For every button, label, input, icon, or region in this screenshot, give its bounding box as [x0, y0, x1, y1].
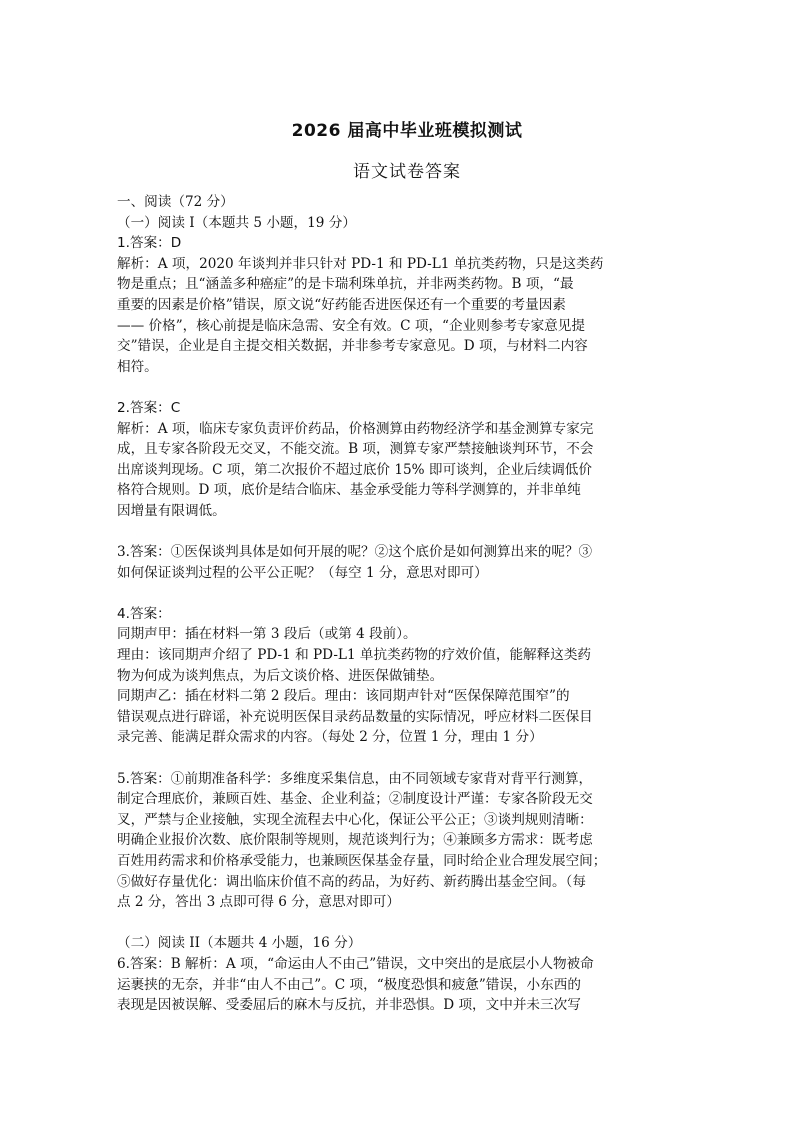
q4-line: 错误观点进行辟谣，补充说明医保目录药品数量的实际情况，呼应材料二医保目 — [117, 708, 593, 725]
q2-line: 解析：A 项，临床专家负责评价药品，价格测算由药物经济学和基金测算专家完 — [117, 420, 594, 437]
q5-line: 百姓用药需求和价格承受能力，也兼顾医保基金存量，同时给企业合理发展空间； — [117, 853, 607, 869]
q5-line: 制定合理底价，兼顾百姓、基金、企业利益；②制度设计严谨：专家各阶段无交 — [117, 791, 593, 808]
question-5 — [117, 769, 697, 913]
spacer — [117, 583, 697, 604]
q4-line: 理由：该同期声介绍了 PD-1 和 PD-L1 单抗类药物的疗效价值，能解释这类药 — [117, 647, 592, 664]
spacer — [117, 913, 697, 934]
answer-document — [117, 116, 697, 1016]
question-1 — [117, 233, 697, 377]
q5-line: 点 2 分，答出 3 点即可得 6 分，意思对即可） — [117, 894, 400, 911]
q2-line: 成，且专家各阶段无交叉，不能交流。B 项，测算专家严禁接触谈判环节，不会 — [117, 441, 594, 458]
q2-line: 出席谈判现场。C 项，第二次报价不超过底价 15% 即可谈判，企业后续调低价 — [117, 461, 592, 478]
q2-line: 格符合规则。D 项，底价是结合临床、基金承受能力等科学测算的，并非单纯 — [117, 482, 581, 499]
q4-line: 同期声乙：插在材料二第 2 段后。理由：该同期声针对“医保保障范围窄”的 — [117, 688, 570, 705]
q1-line: 物是重点；且“涵盖多种癌症”的是卡瑞利珠单抗，并非两类药物。B 项，“最 — [117, 276, 574, 293]
question-4 — [117, 604, 697, 748]
part-heading-reading-2: （二）阅读 II（本题共 4 小题，16 分） — [117, 935, 362, 952]
question-3 — [117, 542, 697, 583]
spacer — [117, 748, 697, 769]
spacer — [117, 377, 697, 398]
q1-line: 重要的因素是价格”错误，原文说“好药能否进医保还有一个重要的考量因素 — [117, 296, 566, 313]
q4-line: 物为何成为谈判焦点，为后文谈价格、进医保做铺垫。 — [117, 667, 444, 684]
q2-answer: 2.答案：C — [117, 399, 181, 416]
q1-answer: 1.答案：D — [117, 235, 182, 252]
question-6 — [117, 954, 697, 1016]
q1-line: 交”错误，企业是自主提交相关数据，并非参考专家意见。D 项，与材料二内容 — [117, 338, 588, 355]
q4-line: 同期声甲：插在材料一第 3 段后（或第 4 段前）。 — [117, 626, 417, 643]
q1-line: 解析：A 项，2020 年谈判并非只针对 PD-1 和 PD-L1 单抗类药物，只是这类药 — [117, 255, 604, 272]
q1-line: 相符。 — [117, 358, 158, 375]
q5-line: 5.答案：①前期准备科学：多维度采集信息，由不同领域专家背对背平行测算， — [117, 770, 593, 787]
q1-line: —— 价格”，核心前提是临床急需、安全有效。C 项，“企业则参考专家意见提 — [117, 317, 585, 334]
section-heading-reading: 一、阅读（72 分） — [117, 194, 234, 210]
q5-line: 叉，严禁与企业接触，实现全流程去中心化，保证公平公正；③谈判规则清晰： — [117, 811, 593, 828]
q6-line: 表现是因被误解、受委屈后的麻木与反抗，并非恐惧。D 项，文中并未三次写 — [117, 997, 581, 1014]
spacer — [117, 522, 697, 543]
question-2 — [117, 398, 697, 522]
q3-line: 如何保证谈判过程的公平公正呢？（每空 1 分，意思对即可） — [117, 564, 488, 581]
q6-line: 6.答案：B 解析：A 项，“命运由人不由己”错误，文中突出的是底层小人物被命 — [117, 955, 594, 972]
q4-line: 录完善、能满足群众需求的内容。（每处 2 分，位置 1 分，理由 1 分） — [117, 729, 543, 746]
q5-line: 明确企业报价次数、底价限制等规则，规范谈判行为；④兼顾多方需求：既考虑 — [117, 832, 593, 849]
q4-answer: 4.答案： — [117, 605, 171, 622]
doc-title: 2026 届高中毕业班模拟测试 — [291, 121, 523, 141]
part-heading-reading-1: （一）阅读 I（本题共 5 小题，19 分） — [117, 214, 356, 231]
q2-line: 因增量有限调低。 — [117, 502, 226, 519]
q5-line: ⑤做好存量优化：调出临床价值不高的药品，为好药、新药腾出基金空间。（每 — [117, 873, 586, 890]
doc-subtitle: 语文试卷答案 — [353, 162, 461, 182]
q6-line: 运裹挟的无奈，并非“由人不由己”。C 项，“极度恐惧和疲惫”错误，小东西的 — [117, 976, 581, 993]
q3-line: 3.答案：①医保谈判具体是如何开展的呢？②这个底价是如何测算出来的呢？③ — [117, 544, 593, 561]
